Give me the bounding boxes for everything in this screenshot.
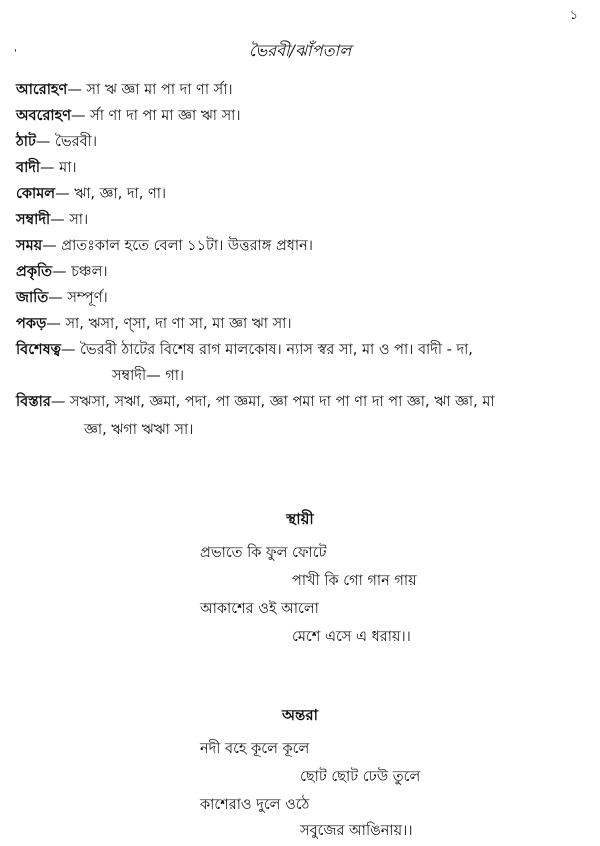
sthayi-heading: স্থায়ী — [286, 510, 314, 528]
sthayi-line: প্রভাতে কি ফুল ফোটে — [200, 545, 327, 561]
spec-vadi — [16, 158, 591, 178]
spec-value: — ভৈরবী ঠাটের বিশেষ রাগ মালকোষ। ন্যাস স্বর সা, মা ও পা। বাদী - দা, — [60, 342, 473, 358]
spec-pakad — [16, 314, 591, 334]
page-number: ১ — [569, 8, 578, 23]
spec-jati — [16, 288, 591, 308]
spec-label: ঠাট — [16, 134, 36, 150]
spec-value: — ঋা, জ্ঞা, দা, ণা। — [55, 186, 167, 202]
spec-komal — [16, 184, 591, 204]
antara-line: নদী বহে কূলে কূলে — [200, 741, 310, 757]
spec-label: আরোহণ — [16, 82, 68, 98]
spec-label: অবরোহণ — [16, 108, 72, 124]
raga-specifications — [16, 80, 591, 446]
spec-abarohan — [16, 106, 591, 126]
spec-value: — চঞ্চল। — [52, 264, 108, 280]
spec-vistar — [16, 392, 591, 440]
spec-prakriti — [16, 262, 591, 282]
spec-value: — র্সা ণা দা পা মা জ্ঞা ঋা সা। — [71, 108, 241, 124]
spec-samvadi — [16, 210, 591, 230]
spec-value: — ভৈরবী। — [35, 134, 98, 150]
spec-thaat — [16, 132, 591, 152]
spec-label: বিস্তার — [16, 394, 51, 410]
spec-label: জাতি — [16, 290, 49, 306]
spec-continuation: সম্বাদী— গা। — [112, 368, 185, 384]
antara-line: সবুজের আঙিনায়।। — [300, 823, 413, 839]
stray-mark: ' — [14, 48, 17, 59]
antara-line: কাশেরাও দুলে ওঠে — [200, 797, 310, 813]
antara-heading: অন্তরা — [282, 706, 318, 724]
sthayi-line: আকাশের ওই আলো — [200, 601, 319, 617]
antara-line: ছোট ছোট ঢেউ তুলে — [300, 769, 421, 785]
sthayi-line: মেশে এসে এ ধরায়।। — [292, 629, 411, 645]
spec-label: কোমল — [16, 186, 56, 202]
spec-label: পকড় — [16, 316, 47, 332]
spec-value: — সম্পূর্ণ। — [48, 290, 108, 306]
spec-label: বাদী — [16, 160, 41, 176]
spec-samay — [16, 236, 591, 256]
spec-value: — সঋসা, সঋা, জ্ঞমা, পদা, পা জ্ঞমা, জ্ঞা পমা দা পা ণা দা পা জ্ঞা, ঋা জ্ঞা, মা — [50, 394, 495, 410]
spec-continuation: জ্ঞা, ঋগা ঋঋা সা। — [84, 422, 194, 438]
spec-label: সময় — [16, 238, 43, 254]
spec-label: প্রকৃতি — [16, 264, 52, 280]
spec-value: — সা, ঋসা, ণ্সা, দা ণা সা, মা জ্ঞা ঋা সা। — [46, 316, 292, 332]
spec-value: — সা ঋ জ্ঞা মা পা দা ণা র্সা। — [67, 82, 233, 98]
spec-label: সম্বাদী — [16, 212, 51, 228]
page-title: ভৈরবী/ঝাঁপতাল — [248, 41, 352, 60]
spec-value: — মা। — [40, 160, 77, 176]
spec-arohan — [16, 80, 591, 100]
spec-value: — প্রাতঃকাল হতে বেলা ১১টা। উত্তরাঙ্গ প্রধান। — [42, 238, 313, 254]
spec-value: — সা। — [50, 212, 89, 228]
sthayi-line: পাখী কি গো গান গায় — [292, 573, 417, 589]
spec-label: বিশেষত্ব — [16, 342, 61, 358]
spec-visheshatva — [16, 340, 591, 386]
